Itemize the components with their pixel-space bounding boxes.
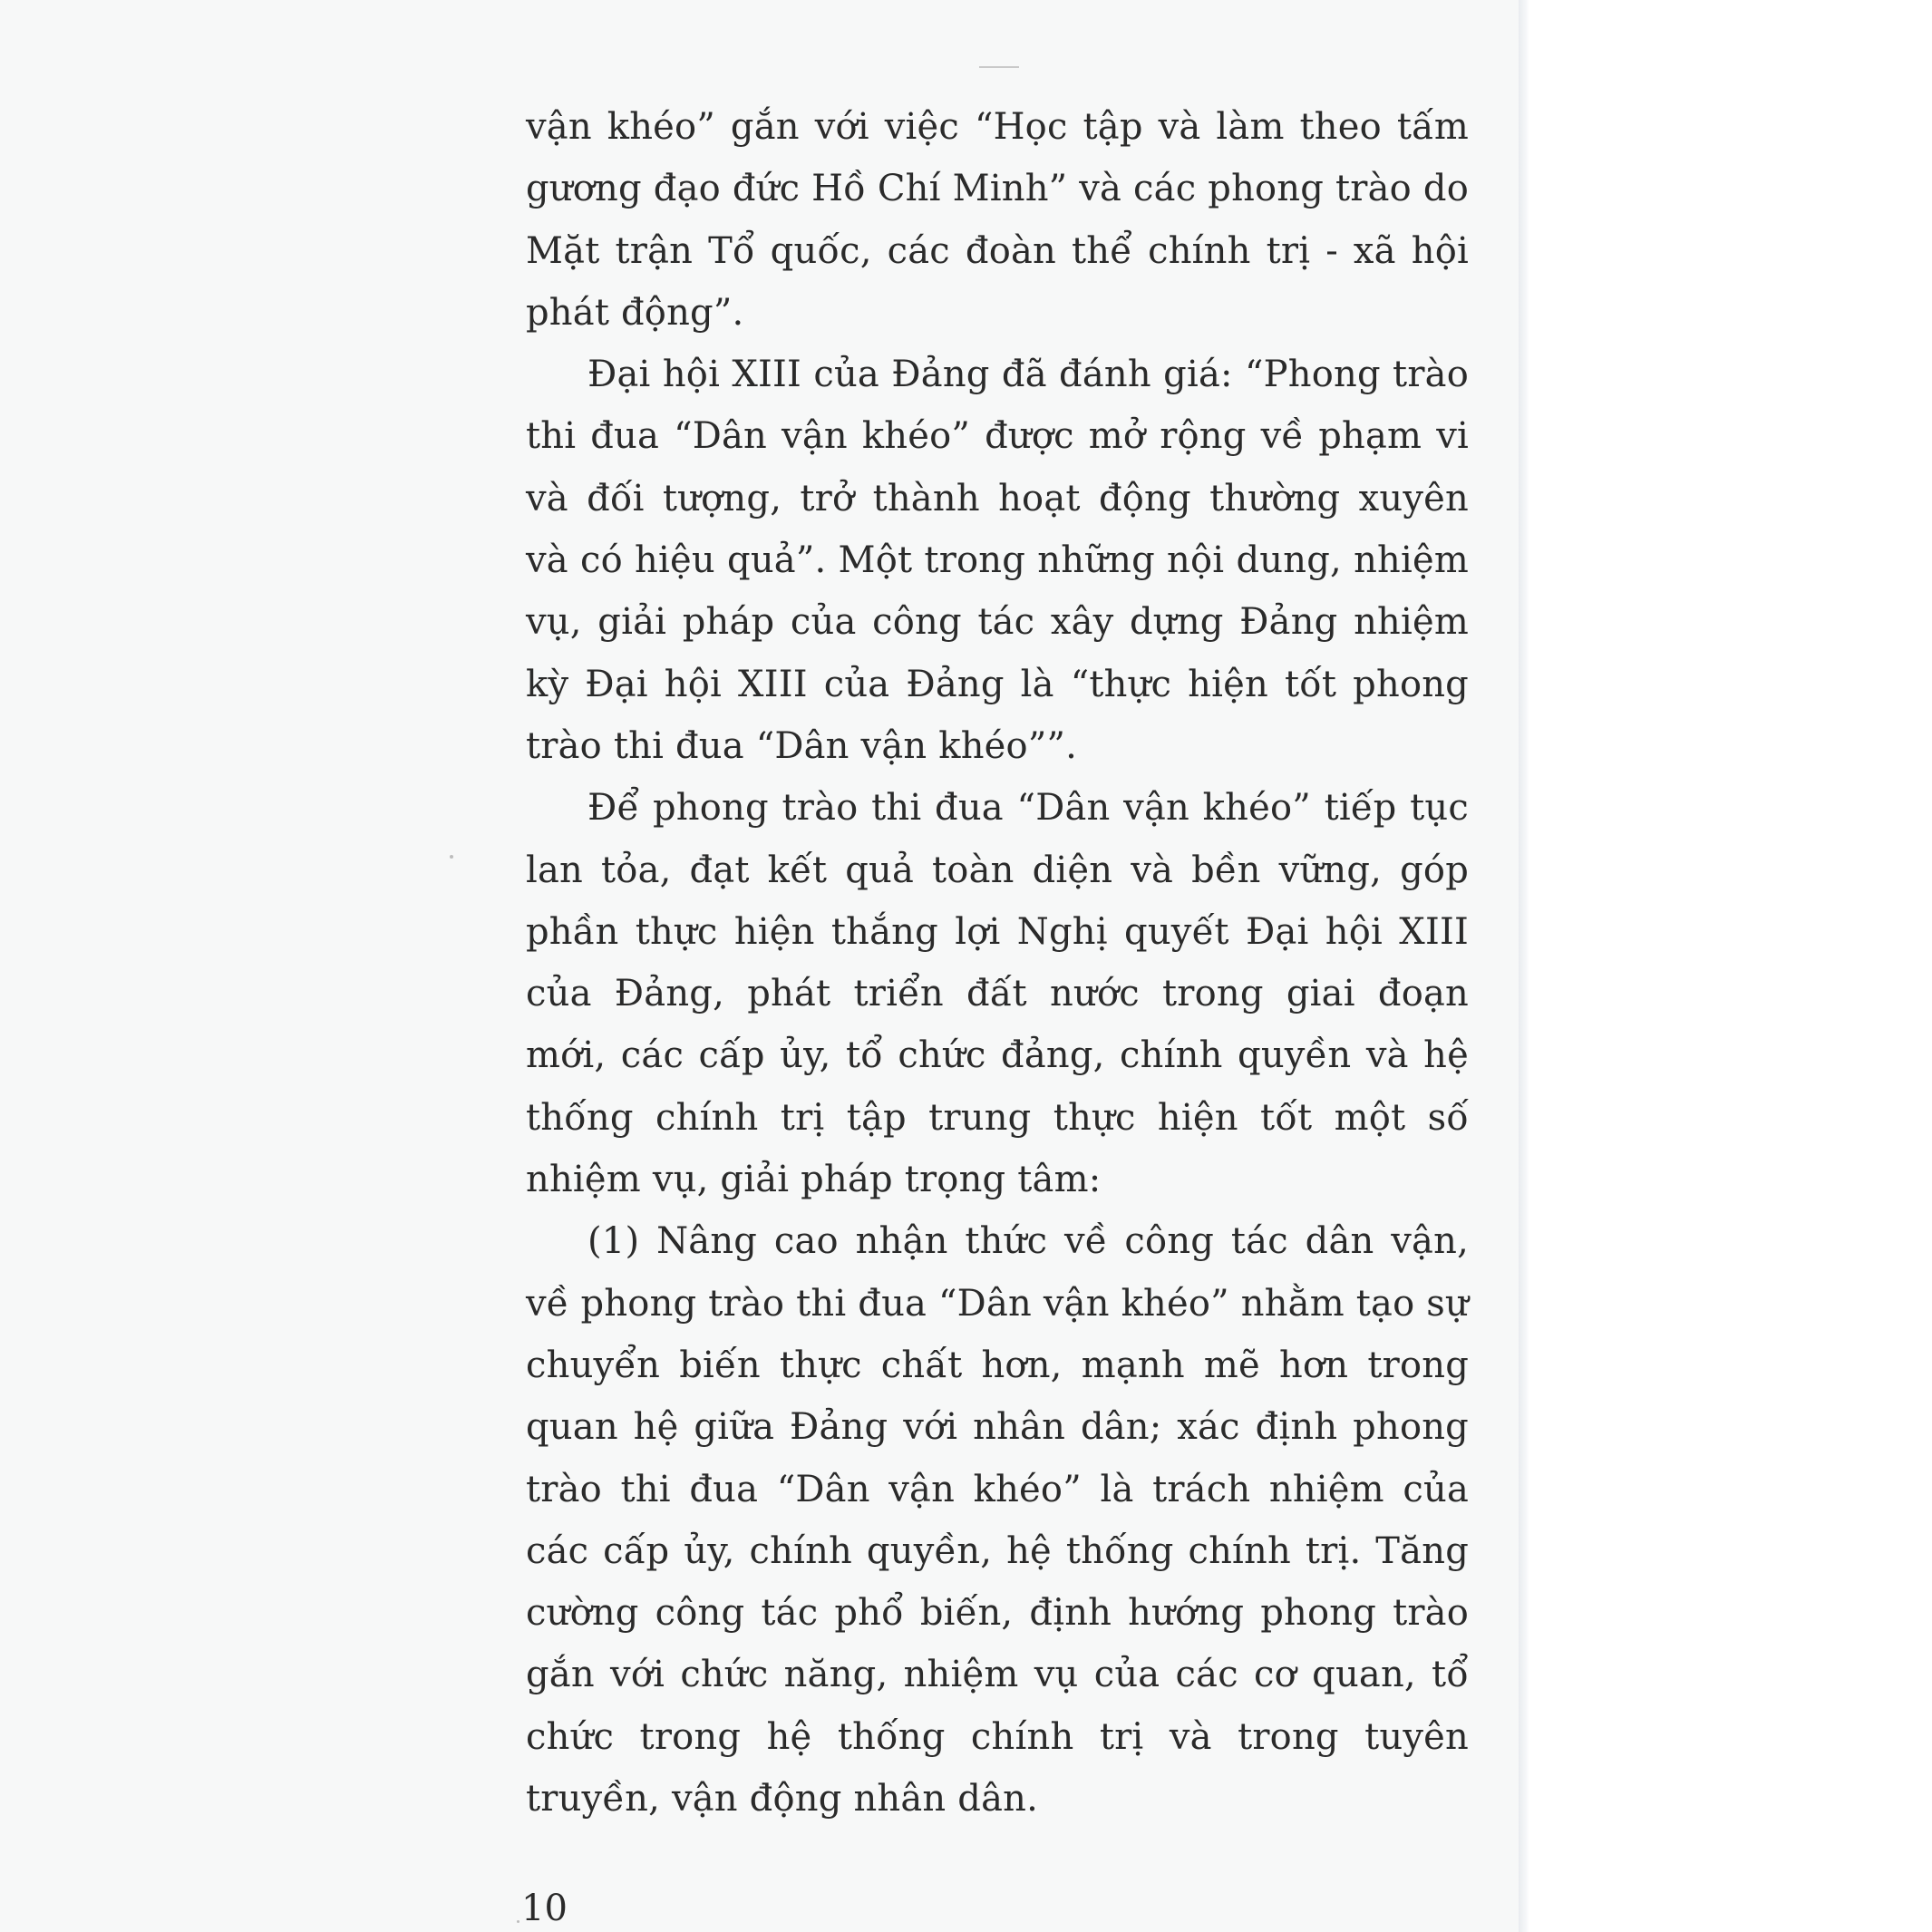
paragraph-congress-assessment: Đại hội XIII của Đảng đã đánh giá: “Phong trào thi đua “Dân vận khéo” được mở rộng về phạm vi và đối tượng, trở thành hoạt động thường xuyên và có hiệu quả”. Một trong những nội dung, nhiệm vụ, giải pháp của công tác xây dựng Đảng nhiệm kỳ Đại hội XIII của Đảng là “thực hiện tốt phong trào thi đua “Dân vận khéo””. bbox=[526, 354, 1469, 767]
scan-speck bbox=[450, 855, 453, 859]
page-number: 10 bbox=[521, 1888, 568, 1929]
header-mark bbox=[979, 66, 1019, 68]
paragraph-task-1: (1) Nâng cao nhận thức về công tác dân vận, về phong trào thi đua “Dân vận khéo” nhằm tạo sự chuyển biến thực chất hơn, mạnh mẽ hơn trong quan hệ giữa Đảng với nhân dân; xác định phong trào thi đua “Dân vận khéo” là trách nhiệm của các cấp ủy, chính quyền, hệ thống chính trị. Tăng cường công tác phổ biến, định hướng phong trào gắn với chức năng, nhiệm vụ của các cơ quan, tổ chức trong hệ thống chính trị và trong tuyên truyền, vận động nhân dân. bbox=[526, 1220, 1469, 1820]
paragraph-continuation: vận khéo” gắn với việc “Học tập và làm theo tấm gương đạo đức Hồ Chí Minh” và các phong trào do Mặt trận Tổ quốc, các đoàn thể chính trị - xã hội phát động”. bbox=[526, 106, 1469, 334]
scan-speck bbox=[517, 1920, 519, 1923]
paragraph-tasks-intro: Để phong trào thi đua “Dân vận khéo” tiếp tục lan tỏa, đạt kết quả toàn diện và bền vững, góp phần thực hiện thắng lợi Nghị quyết Đại hội XIII của Đảng, phát triển đất nước trong giai đoạn mới, các cấp ủy, tổ chức đảng, chính quyền và hệ thống chính trị tập trung thực hiện tốt một số nhiệm vụ, giải pháp trọng tâm: bbox=[526, 787, 1469, 1201]
body-text bbox=[526, 96, 1469, 1830]
page-edge-shadow bbox=[1519, 0, 1529, 1932]
